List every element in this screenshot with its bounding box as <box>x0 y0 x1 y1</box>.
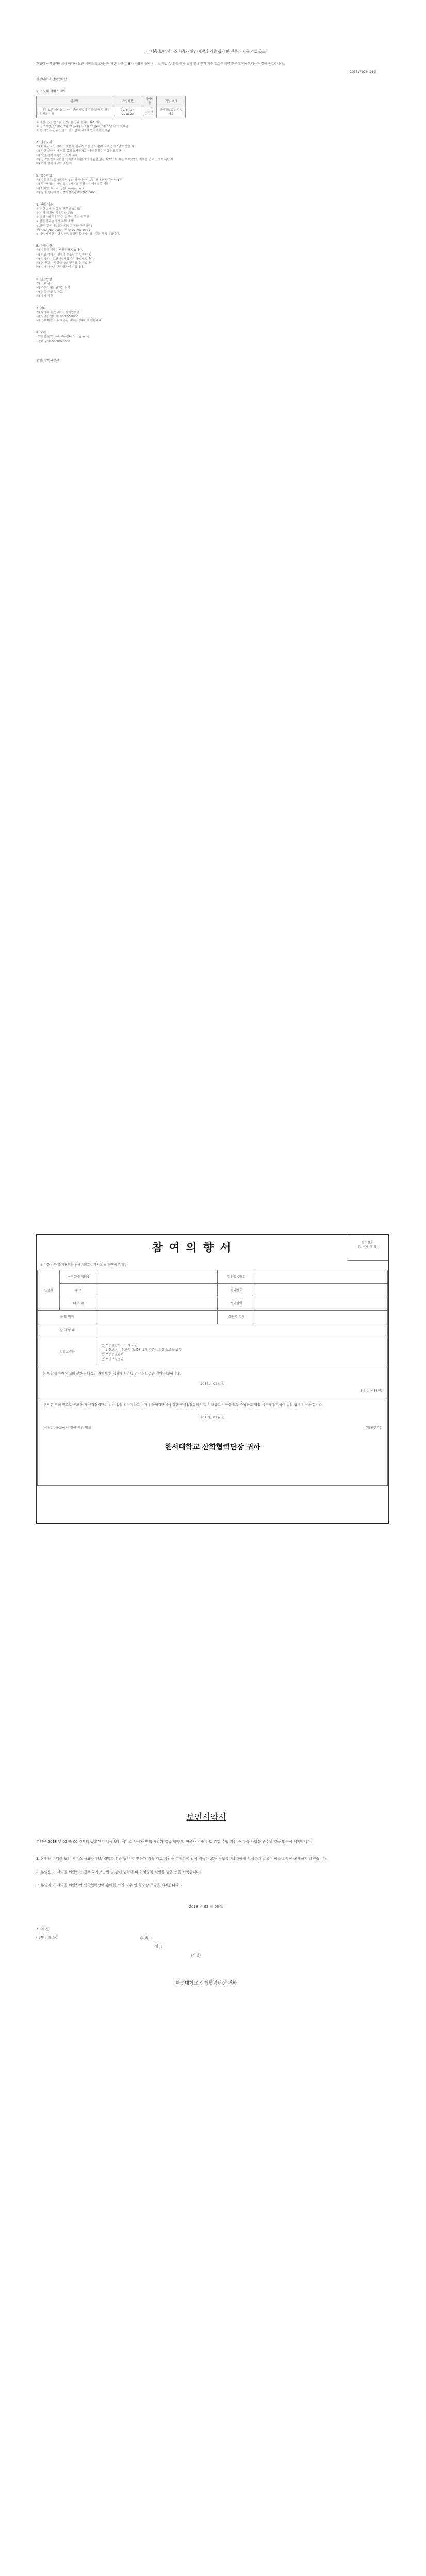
list-item: ＊ 관련 분야 경력 및 전문성 (60점) <box>36 207 80 211</box>
list-item: 나) 허위 기재 시 선정이 취소될 수 있습니다. <box>36 253 91 257</box>
form1-row-label: 주 소 <box>60 1284 97 1297</box>
form1-birthdate-input[interactable] <box>255 1297 388 1311</box>
form1-sender: 신청인: 공고에서 정한 서류 일체 <box>44 1425 92 1430</box>
overview-table <box>36 96 186 118</box>
form1-row-right-label: 업종 및 업태 <box>218 1311 255 1324</box>
section-4-title: 4. 선정 기준 <box>36 202 53 207</box>
form1-seal: (법인인감) <box>365 1425 381 1430</box>
list-item: 나) 전문가 평가위원회 심사 <box>36 286 70 290</box>
deposit-option[interactable]: □ 보증금납부 : 소 자 기업 <box>102 1343 138 1347</box>
list-item: 마) 기타 결격 사유가 없는 자 <box>36 162 72 166</box>
section-6-title: 6. 선정방법 <box>36 277 52 281</box>
list-item: 나) 접수방법: 이메일 접수 (서식을 작성하여 이메일로 제출) <box>36 182 110 186</box>
form1-signature-line: (대 리 인) (인) <box>361 1388 382 1393</box>
list-item: ＊ 동점자의 경우 관련 실적이 많은 자 우선 <box>36 216 89 219</box>
form1-type-input[interactable] <box>97 1324 388 1337</box>
note: ＊ 공모기간: 2018년 2월 21일(수) ~ 2월 28일(수) 18:00까지 접수 마감 <box>36 125 129 128</box>
form1-project-input[interactable] <box>97 1311 218 1324</box>
form2-intro: 본인은 2018 년 02 월 00 일부터 공고된 미디움 보안 서비스 사용자 편의 개발과 검증 협약 및 전문가 기술 검토 과업 수행 기간 중 다음 사항을 준수할 것을 엄숙히 서약합니다. <box>36 1840 313 1844</box>
table-header: 공모명 <box>37 96 113 107</box>
form2-field[interactable]: 성 명 : <box>155 1944 166 1949</box>
form2-field-row <box>36 1942 376 1951</box>
list-item: 가) 제출서류: 참여의향서 1부, 보안서약서 1부, 참여 의사 확인서 1부 <box>36 178 122 182</box>
form2-field: (주민번호 등) <box>36 1936 58 1940</box>
section-5-title: 5. 유의사항 <box>36 244 52 248</box>
pledge-item: 2. 본인은 이 서약을 위반하는 경우 국가보안법 및 관련 법령에 따라 엄중한 처벌을 받을 것을 서약합니다. <box>36 1870 201 1874</box>
form1-deposit-options <box>97 1337 388 1367</box>
list-item: 다) 이메일: industry@hansung.ac.kr <box>36 187 86 190</box>
notice-section <box>36 49 376 363</box>
form1-date-line-2: 2018년 02월 일 <box>200 1415 225 1420</box>
pledge-item: 3. 본인이 이 서약을 위반하여 산학협력단에 손해를 끼친 경우 민·형사상 책임을 지겠습니다. <box>36 1883 181 1887</box>
list-item: 라) 계약 체결 <box>36 295 53 298</box>
form1-declaration: 본 입찰에 관한 일체의 권한을 다음의 자에게 본 입찰에 사용할 인감을 다음과 같이 신고합니다. <box>43 1371 181 1376</box>
form1-row-right-label: 전화번호 <box>218 1284 255 1297</box>
section-8-title: 8. 문의 <box>36 331 46 335</box>
section-1-title: 1. 공모대 서비스 개요 <box>36 89 66 93</box>
list-item: ※ 담당: 한성대학교 산학협력단 (연구행정팀) <box>36 224 92 228</box>
form1-phone-input[interactable] <box>255 1284 388 1297</box>
form1-address-input[interactable] <box>97 1284 218 1297</box>
list-item: 가) 문의처: 한성대학교 산학협력단 <box>36 311 79 314</box>
list-item: 라) 공고일 현재 국가를 당사자로 하는 계약에 관한 법률 제27조에 따른 부정당업자 제재를 받고 있지 아니한 자 <box>36 158 173 161</box>
list-item: 나) 관련 분야 석사 이상 학위 소지자 또는 이에 준하는 경력을 보유한 자 <box>36 149 125 153</box>
notice-title: 미디움 보안 서비스 사용자 편의 개발과 검증 협약 및 전문가 기술 검토 공고 <box>147 49 266 54</box>
list-item: - 이메일 문의: industry@hansung.ac.kr <box>36 335 89 339</box>
section-5-list <box>36 248 376 269</box>
list-item: - 전화 문의: 02-760-0000 <box>36 340 70 343</box>
deposit-option[interactable]: □ 입찰보 시 : 회보증 (보증서 2가 기준) : 입찰 보증금 납부 <box>102 1348 182 1352</box>
form1-sender-row <box>44 1426 381 1431</box>
notice-intro: 한성대 산학협력단에서 미디움 보안 서비스 공모에서의 개발 사례 이용자 사용자 편의 서비스 개발 및 검증 결과 협약 및 전문가 기술 검토를 위한 전문가 참여를 다음과 같이 공고합니다. <box>36 62 284 66</box>
list-item: 라) 본 공고는 사정에 따라 변경될 수 있습니다. <box>36 262 94 265</box>
form1-receipt-number: 접수번호 (접수자 기재) <box>347 1235 388 1261</box>
deposit-option[interactable]: □ 보증증권납부 <box>102 1352 124 1357</box>
form1-applicant-label: 신청자 <box>38 1270 60 1311</box>
form1-footer: 한서대학교 산학협력단장 귀하 <box>165 1443 260 1451</box>
section-6-list <box>36 282 376 299</box>
form1-date-line: 2018년 02월 일 <box>200 1381 225 1386</box>
section-2-list <box>36 145 376 166</box>
form2-title: 보안서약서 <box>186 1812 226 1822</box>
form1-row-label: 입찰보증금 <box>38 1337 97 1367</box>
form1-name-input[interactable] <box>97 1270 218 1284</box>
section-4-list <box>36 207 376 237</box>
table-cell: 미디움 보안 서비스 사용자 편의 개발과 검증 협약 및 전문가 기술 검토 <box>37 107 113 118</box>
table-cell: 보안검토업무 과업 개요 <box>157 107 186 118</box>
form2-items <box>36 1856 376 1889</box>
form1-row-right-label: 법인등록번호 <box>218 1270 255 1284</box>
notice-issuer: 한성대학교 산학협력단 <box>36 77 67 81</box>
section-1-notes <box>36 121 376 133</box>
section-2-title: 2. 신청자격 <box>36 141 52 145</box>
section-3-list <box>36 178 376 195</box>
security-pledge-section <box>36 1811 376 1987</box>
table-cell: ○○명 <box>142 107 157 118</box>
form1-row-label: 참 여 형 태 <box>38 1324 97 1337</box>
list-item: 다) 최종 선정 및 통보 <box>36 291 63 294</box>
table-header: 과업기간 <box>113 96 142 107</box>
note: ＊ 예산: ○○ 원 / 총 사업비는 성과 결과에 따라 계상 <box>36 121 102 124</box>
form2-field[interactable]: 소 속 : <box>140 1936 151 1940</box>
section-7-title: 7. 기타 <box>36 306 46 310</box>
form2-fields <box>36 1925 376 1960</box>
section-7-list <box>36 311 376 324</box>
notice-footer: 붙임: 참여의향서 <box>36 358 59 362</box>
deposit-option[interactable]: □ 보증보험증권 <box>102 1357 124 1361</box>
form1-body-cell <box>38 1398 388 1486</box>
table-header: 과업 소개 <box>157 96 186 107</box>
pledge-item: 1. 본인은 미디움 보안 서비스 사용자 편의 개발과 검증 협약 및 전문가 기술 검토 과업을 수행함에 있어 취득한 모든 정보를 제3자에게 누설하지 않으며 이를 외부에 공개하지 않겠습니다. <box>36 1857 327 1861</box>
list-item: ＊ 수행 계획의 적정성 (40점) <box>36 211 73 215</box>
form1-declaration-cell <box>38 1367 388 1398</box>
list-item: 다) 접수 마감 이후 제출된 서류는 접수하지 않습니다. <box>36 319 102 323</box>
form1-title: 참 여 의 향 서 <box>152 1241 232 1255</box>
form1-row-label: 성명(국문/영문) <box>60 1270 97 1284</box>
form1-title-box <box>37 1235 347 1261</box>
participation-intent-form <box>36 1234 389 1524</box>
form2-field-row <box>36 1934 376 1942</box>
list-item: 다) 참여자는 보안서약서를 준수하여야 합니다. <box>36 257 94 261</box>
form1-regno-input[interactable] <box>255 1270 388 1284</box>
list-item: 가) 제출된 서류는 반환하지 않습니다. <box>36 249 83 252</box>
list-item: 다) 보안 관련 자격증 소지자 우대 <box>36 154 77 157</box>
form2-sign: (서명) <box>191 1953 201 1958</box>
list-item: 라) 문의: 한성대학교 산학협력단 02-760-0000 <box>36 191 96 195</box>
section-8-list <box>36 335 376 344</box>
form1-field-table <box>37 1270 388 1486</box>
table-cell: 2018.02~ 2018.03 <box>113 107 142 118</box>
list-item: 가) 미디움 보안 서비스 개발 및 전문가 기술 검토 분야 실무 경력 3년 이상인 자 <box>36 145 134 149</box>
form1-row-label: 대 표 자 <box>60 1297 97 1311</box>
form1-representative-input[interactable] <box>97 1297 218 1311</box>
list-item: 전화: 02-760-0000 / 팩스: 02-760-0001 <box>36 228 90 232</box>
form2-date: 2018 년 02 월 00 일 <box>189 1905 224 1909</box>
form1-subnote: ※ 다음 사항 중 해당되는 칸에 체크(✓) 하시오 ※ 관련 서류 첨부 <box>40 1263 127 1267</box>
form2-field: 서 약 자 <box>36 1927 49 1931</box>
list-item: 나) 담당자 연락처: 02-760-0000 <box>36 315 78 318</box>
form1-industry-input[interactable] <box>255 1311 388 1324</box>
form2-addressee: 한성대학교 산학협력단장 귀하 <box>175 1980 237 1986</box>
list-item: 가) 서류 심사 <box>36 282 53 285</box>
table-header: 참여인원 <box>142 96 157 107</box>
form1-row-label: 공모 명칭 <box>38 1311 97 1324</box>
list-item: ※ 기타 자세한 사항은 산학협력단 홈페이지를 참고하시기 바랍니다. <box>36 233 120 236</box>
list-item: 마) 기타 사항은 관련 규정에 따릅니다. <box>36 266 84 269</box>
section-3-title: 3. 접수방법 <box>36 174 52 178</box>
list-item: ※ 선정 결과는 개별 통보 예정 <box>36 220 73 224</box>
notice-date: 2018년 02월 21일 <box>350 70 376 74</box>
form1-body-text: 본인은 위의 번호로 공고한 귀 산학협력단의 일반 입찰에 참가하고자 귀 산학협력단에서 정한 공사입찰유의서 및 입찰공고 사항을 모두 승낙하고 별첨 서류를 첨부하여 입찰 참가 신청을 합니다. <box>44 1403 323 1407</box>
form1-row-right-label: 생년월일 <box>218 1297 255 1311</box>
note: ＊ 본 사업은 전문가 참여 필요 범위 내에서 협의하여 진행됨 <box>36 129 110 132</box>
